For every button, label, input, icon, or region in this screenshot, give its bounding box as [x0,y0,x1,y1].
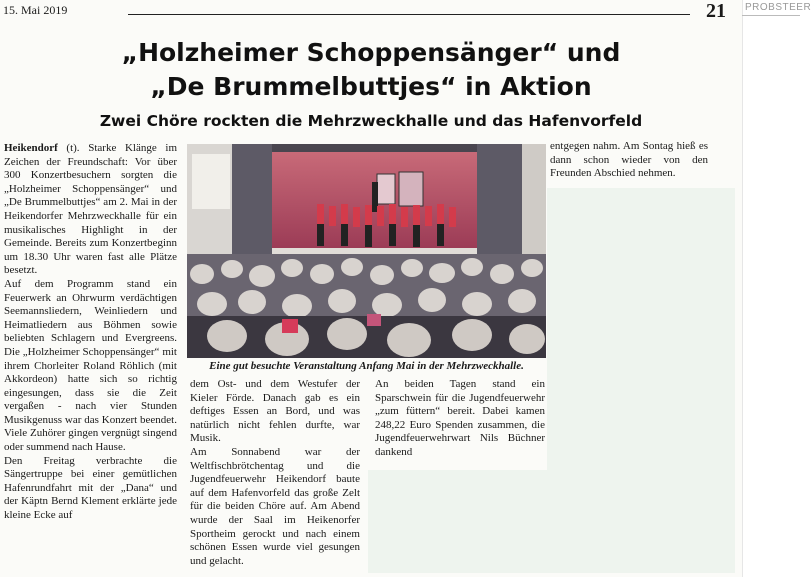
section-label: PROBSTEER [745,2,811,13]
paragraph-friday: Den Freitag verbrachte die Sängertruppe bei einer gemütlichen Hafenrundfahrt mit der „Dana“ und der Käptn Bernd Klement erklärte jede kleine Ecke auf [4,454,177,522]
photo-caption: Eine gut besuchte Veranstaltung Anfang Mai in der Mehrzweckhalle. [209,360,524,372]
headline-line-2: „De Brummelbuttjes“ in Aktion [150,72,592,101]
blank-paste-area [547,188,735,573]
page-number: 21 [706,0,726,22]
paragraph-saturday: Am Sonnabend war der Weltfischbrötchentag und die Jugendfeuerwehr Heikendorf baute auf dem Hafenvorfeld das große Zelt für die beiden Chöre auf. Am Abend wurde der Saal im Heikenorfer Sportheim gerockt und nach einem schönen Essen wurde viel gesungen und gelacht. [190,445,360,567]
paragraph-donation: An beiden Tagen stand ein Sparschwein für die Jugendfeuerwehr „zum füttern“ bereit. Dabei kamen 248,22 Euro Spenden zusammen, die Jugendfeuerwehrwart Nils Büchner dankend [375,378,545,458]
text-column-2 [190,378,360,568]
dateline-suffix: (t). [57,142,89,154]
subheadline: Zwei Chöre rockten die Mehrzweckhalle und das Hafenvorfeld [99,112,643,130]
paragraph-boat: dem Ost- und dem Westufer der Kieler Förde. Danach gab es ein deftiges Essen an Bord, und was natürlich nicht fehlen durfte, war Musik. [190,378,360,445]
blank-paste-area-lower [368,470,548,573]
adjacent-page-strip [742,0,801,577]
text-column-3 [375,378,545,460]
headline-line-1: „Holzheimer Schoppensänger“ und [121,38,621,67]
paragraph-farewell: entgegen nahm. Am Sontag hieß es dann schon wieder von den Freunden Abschied nehmen. [550,140,708,180]
issue-date: 15. Mai 2019 [3,3,68,17]
paragraph-program: Auf dem Programm stand ein Feuerwerk an Ohrwurm verdächtigen Seemannsliedern, Weinliedern und Heimatliedern aus Böhmen sowie beliebten Schlagern und Evergreens. Die „Holzheimer Schoppensänger“ mit ihrem Chorleiter Roland Röhlich (mit Akkordeon) hatte sich so richtig eingesungen, dass sie die Zeit vergaßen - nach vier Stunden Musikgenuss war das Konzert beendet. Viele Zuhörer gingen vergnügt singend oder summend nach Hause. [4,277,177,454]
header-rule [128,14,690,15]
text-column-4 [550,140,708,181]
concert-photo [187,144,546,358]
section-rule [742,15,800,16]
dateline: Heikendorf [4,142,58,154]
paragraph-intro: Starke Klänge im Zeichen der Freundschaft: Vor über 300 Konzertbesuchern sorgten die „Holzheimer Schoppensänger“ und „De Brummelbuttjes“ am 2. Mai in der Heikendorfer Mehrzweckhalle für ein musikalisches Highlight in der Gemeinde. Bereits zum Konzertbeginn um 18.30 Uhr waren fast alle Plätze besetzt. [4,142,177,277]
text-column-1 [4,142,177,523]
headline [0,36,742,104]
